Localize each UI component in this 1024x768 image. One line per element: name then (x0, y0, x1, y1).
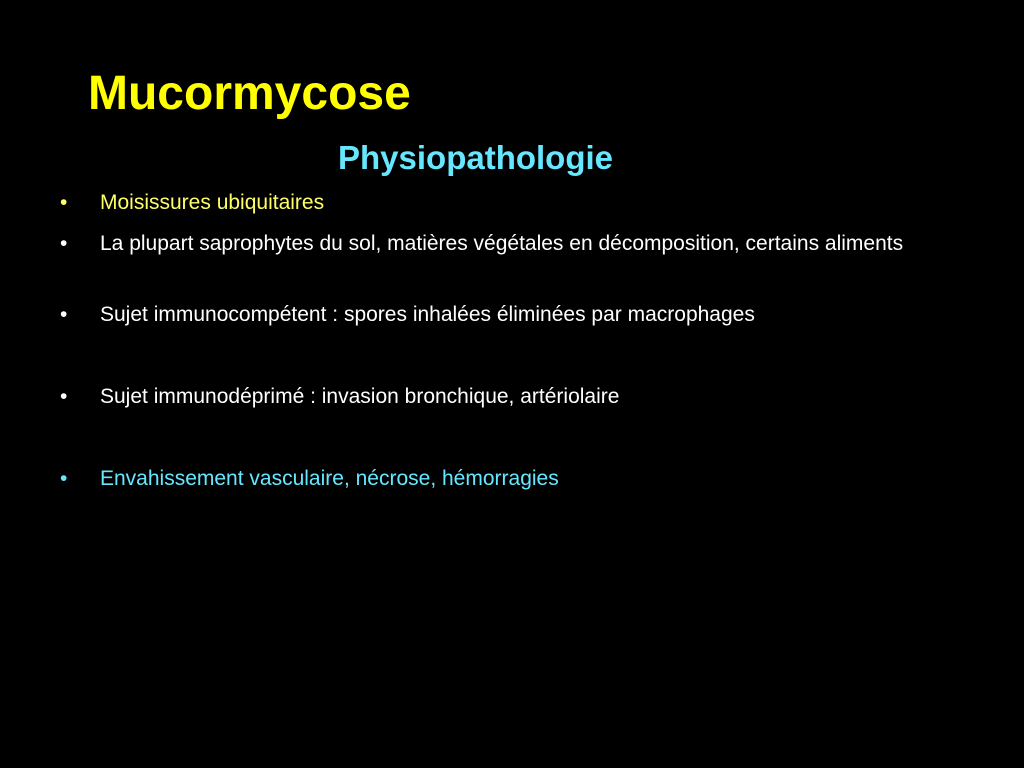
bullet-dot-icon: • (60, 303, 68, 326)
bullet-list (60, 186, 960, 495)
bullet-item (60, 380, 960, 413)
bullet-item (60, 462, 960, 495)
bullet-text: Moisissures ubiquitaires (100, 191, 325, 214)
bullet-text: Sujet immunodéprimé : invasion bronchique, artériolaire (100, 385, 620, 408)
slide-subtitle: Physiopathologie (338, 139, 614, 176)
bullet-dot-icon: • (60, 232, 68, 255)
bullet-item (60, 186, 960, 219)
bullet-item (60, 298, 960, 331)
bullet-item (60, 227, 960, 260)
bullet-text: Envahissement vasculaire, nécrose, hémorragies (100, 467, 559, 490)
slide-title: Mucormycose (88, 67, 411, 120)
bullet-dot-icon: • (60, 191, 68, 214)
bullet-text: La plupart saprophytes du sol, matières végétales en décomposition, certains aliments (100, 232, 904, 255)
bullet-dot-icon: • (60, 467, 68, 490)
bullet-text: Sujet immunocompétent : spores inhalées éliminées par macrophages (100, 303, 755, 326)
bullet-dot-icon: • (60, 385, 68, 408)
